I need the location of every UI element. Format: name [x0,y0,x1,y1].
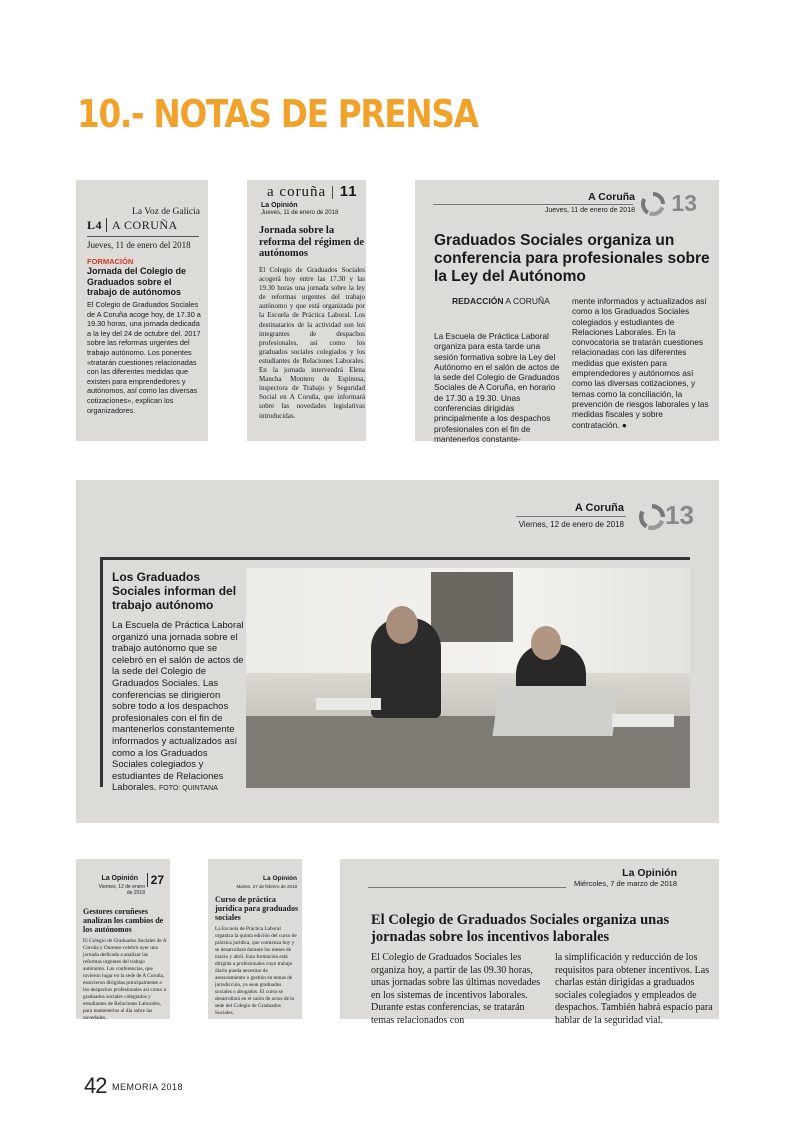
clip-headline: Jornada sobre la reforma del régimen de autónomos [259,225,365,259]
clip-headline: Los Graduados Sociales informan del trabajo autónomo [112,570,237,612]
clip-frame-left [100,557,103,787]
press-clip-gestores [76,859,170,1019]
clip-body-column-1: La Escuela de Práctica Laboral organiza para esta tarde una sesión formativa sobre la Ley del Autónomo en el salón de actos de la sede del Colegio de Graduados Sociales de A Coruña, en horario de 17.30 a 19.30. Unas conferencias dirigidas principalmente a los despachos profesionales con el fin de mantenerlos constante- [434,331,560,444]
clip-date: Jueves, 11 de enero del 2018 [87,236,199,250]
clip-section-code: L4 [87,218,103,232]
clip-body-column-2: la simplificación y reducción de los requisitos para obtener incentivos. Las charlas están dirigidas a graduados sociales colegiados y empleados de despachos. También habrá espacio para hablar de la seguridad vial. [555,952,713,1026]
press-clip-incentivos [340,859,719,1026]
clip-body: El Colegio de Graduados Sociales de A Coruña acoge hoy, de 17.30 a 19.30 horas, una jornada dedicada a la ley del 24 de octubre del. 2017 sobre las reformas urgentes del trabajo autónomo. Los ponentes «tratarán cuestiones relacionadas con las diferentes medidas que existen para emprendedores y autónomos, así como las diversas cotizaciones», explican los organizadores. [87,300,201,415]
clip-byline [452,296,550,306]
press-clip-la-opinion-11 [247,180,366,441]
clip-headline: Jornada del Colegio de Graduados sobre el trabajo de autónomos [87,266,187,297]
clip-body-column-1: El Colegio de Graduados Sociales les organiza hoy, a partir de las 09.30 horas, unas jornadas sobre las últimas novedades en los sistemas de incentivos laborales. Durante estas conferencias, se tratarán temas relacionados con [371,952,541,1026]
clip-date: Jueves, 11 de enero de 2018 [544,207,635,214]
clip-body-column-2: mente informados y actualizados así como a los Graduados Sociales colegiados y estudiantes de Relaciones Laborales. En la convocatoria se tratarán cuestiones relacionadas con las diferentes medidas que existen para emprendedores y autónomos así como las diversas cotizaciones, y temas como la conciliación, la prevención de riesgos laborales y las medidas fiscales y sobre contratación. ● [572,296,709,430]
press-clip-conferencia [415,180,719,444]
photo-speaker-woman-head [531,626,561,660]
photo-nameplate-1 [316,698,381,710]
photo-nameplate-2 [612,714,674,727]
clip-section: a coruña | 11 [267,183,358,200]
photo-banner [431,572,513,642]
clip-section [87,218,178,233]
clip-publication: La Opinión [261,202,298,209]
clip-publication: La Opinión [263,875,297,882]
press-clip-la-voz [76,180,208,441]
clip-date: Miércoles, 7 de marzo de 2018 [574,879,677,888]
press-clip-graduados-informan [76,480,719,823]
clip-publication: La Opinión [622,867,677,879]
clip-page-number: 27 [147,873,164,887]
clip-byline-author: REDACCIÓN [452,296,504,306]
clip-page-number: 13 [665,500,694,530]
clip-page-number: 11 [339,183,358,200]
clip-byline-city: A CORUÑA [505,296,550,306]
clip-body: El Colegio de Graduados Sociales acogerá hoy entre las 17.30 y las 19.30 horas una jornada sobre la ley de reformas urgentes del trabajo autónomo y que está organizada por la Escuela de Práctica Laboral. Los destinatarios de la actividad son los integrantes de despachos profesionales, así como los graduados sociales colegiados y los estudiantes de Relaciones Laborales. En la jornada intervendrá Elena Mancha Montero de Espinosa, inspectora de Trabajo y Seguridad Social en A Coruña, que informará sobre las novedades legislativas introducidas. [259,266,365,420]
press-photo [246,568,690,788]
photo-speaker-man-head [386,606,418,644]
clip-headline: Graduados Sociales organiza un conferencia para profesionales sobre la Ley del Autónomo [434,232,710,285]
clip-publication: La Voz de Galicia [132,207,200,217]
clip-body [112,620,244,795]
clip-page-number: 13 [671,190,697,216]
clip-date: Viernes, 12 de enero de 2018 [518,520,624,529]
clip-section-city: A CORUÑA [106,218,178,232]
clip-headline: Gestores coruñeses analizan los cambios de los autónomos [83,907,164,934]
clip-body: El Colegio de Graduados Sociales de A Coruña y Ourense celebró ayer una jornada dedicada a analizar las reformas urgentes del trabajo autónomo. Las conferencias, que tuvieron lugar en la sede de A Coruña, estuvieron dirigidas principalmente a los despachos profesionales así como a graduados sociales colegiados y estudiantes de Relaciones Laborales, para mantenerlos al día sobre las novedades. [83,938,167,1021]
press-clip-curso [208,859,302,1019]
clip-tag: FORMACIÓN [87,257,134,266]
footer-label: MEMORIA 2018 [112,1082,184,1092]
clip-headline: Curso de práctica jurídica para graduados sociales [215,895,299,922]
clip-divider [433,204,633,205]
page-title: 10.- NOTAS DE PRENSA [77,92,478,136]
clip-frame-top [100,557,690,560]
clip-divider [368,887,566,888]
clip-body: La Escuela de Práctica Laboral organiza la quinta edición del curso de práctica jurídica, que comienza hoy y se desarrollará durante los meses de marzo y abril. Esta formación está dirigida a profesionales cuyo trabajo diario pueda necesitar de asesoramiento o gestión en temas de jurisdicción, ya sean graduados sociales o abogados. El curso se desarrollará en el salón de actos de la sede del Colegio de Graduados Sociales. [215,926,297,1016]
clip-section: A Coruña [588,191,635,203]
clip-body-text: La Escuela de Práctica Laboral organizó una jornada sobre el trabajo autónomo que se celebró en el salón de actos de la sede del Colegio de Graduados Sociales. Las conferencias se dirigieron sobre todo a los despachos profesionales con el fin de mantenerlos constantemente informados y actualizados así como a los Graduados Sociales colegiados y estudiantes de Relaciones Laborales. [112,620,244,794]
clip-publication: La Opinión [101,875,138,882]
section-logo-icon [639,504,665,530]
clip-headline: El Colegio de Graduados Sociales organiza unas jornadas sobre los incentivos laborales [371,912,670,945]
page-number: 42 [84,1073,107,1098]
section-logo-icon [641,192,665,216]
clip-date: Viernes, 12 de enero de 2018 [98,884,145,896]
photo-laptop [492,686,619,736]
clip-section: A Coruña [574,502,624,514]
photo-credit: FOTO: QUINTANA [159,785,218,793]
clip-section-name: a coruña [267,184,327,200]
clip-divider [516,516,626,517]
clip-date: Jueves, 11 de enero de 2018 [261,210,339,216]
clip-date: Martes, 27 de febrero de 2018 [236,884,297,889]
